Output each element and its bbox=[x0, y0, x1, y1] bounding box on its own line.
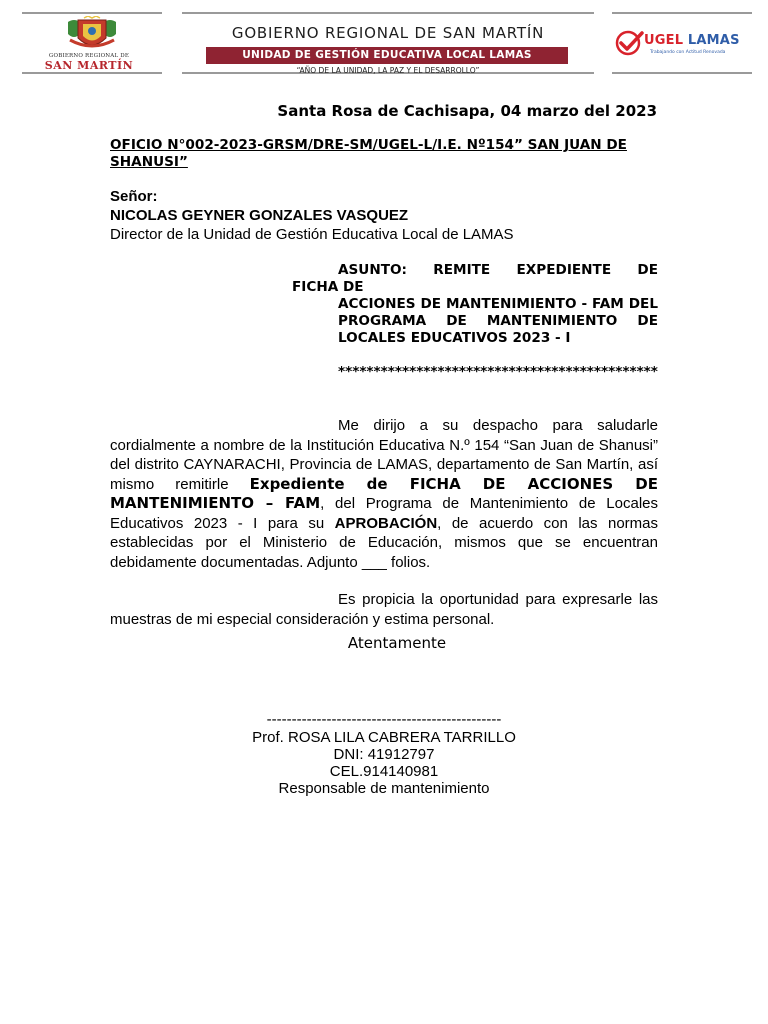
body-paragraph-2 bbox=[110, 590, 658, 629]
regional-logo bbox=[22, 12, 162, 74]
ugel-banner: UNIDAD DE GESTIÓN EDUCATIVA LOCAL LAMAS bbox=[206, 47, 568, 64]
subject-line-2: FICHA DE bbox=[292, 279, 364, 295]
ugel-logo-word: UGEL bbox=[644, 33, 688, 48]
recipient-title: Director de la Unidad de Gestión Educativa Local de LAMAS bbox=[110, 226, 514, 243]
closing: Atentamente bbox=[347, 634, 447, 652]
checkmark-icon bbox=[614, 28, 646, 58]
signer-name: Prof. ROSA LILA CABRERA TARRILLO bbox=[252, 729, 516, 746]
regional-crest-icon bbox=[54, 16, 130, 54]
ugel-logo-name bbox=[644, 33, 740, 48]
subject-line-3: ACCIONES DE MANTENIMIENTO - FAM DEL PROGRAMA DE MANTENIMIENTO DE LOCALES EDUCATIVOS 2023 - I bbox=[338, 296, 658, 346]
body-bold-aprobacion: APROBACIÓN bbox=[334, 514, 438, 532]
letter-date: Santa Rosa de Cachisapa, 04 marzo del 2023 bbox=[277, 102, 657, 120]
lamas-logo-word: LAMAS bbox=[687, 33, 740, 48]
subject-line-1: ASUNTO: REMITE EXPEDIENTE DE bbox=[338, 262, 658, 278]
body-text-2: , del Programa de Mantenimiento de Locales Educativos 2023 - I para su bbox=[110, 495, 658, 532]
body-closing-text: Es propicia la oportunidad para expresarle las muestras de mi especial consideración y estima personal. bbox=[110, 591, 658, 628]
signer-dni: DNI: 41912797 bbox=[333, 746, 435, 763]
logo-region-name: SAN MARTÍN bbox=[44, 59, 134, 72]
body-text-3: , de acuerdo con las normas establecidas por el Ministerio de Educación, mismos que se encuentran debidamente documentadas. Adjunto ___ folios. bbox=[110, 514, 658, 571]
logo-small-caption: GOBIERNO REGIONAL DE bbox=[48, 53, 130, 59]
year-slogan: “AÑO DE LA UNIDAD, LA PAZ Y EL DESARROLLO” bbox=[296, 66, 480, 75]
recipient-name: NICOLAS GEYNER GONZALES VASQUEZ bbox=[110, 207, 409, 224]
subject-separator: ********************************************* bbox=[338, 364, 658, 380]
ugel-tagline: Trabajando con Actitud Renovada bbox=[650, 50, 726, 55]
salutation: Señor: bbox=[110, 188, 158, 205]
oficio-number: OFICIO N°002-2023-GRSM/DRE-SM/UGEL-L/I.E. Nº154” SAN JUAN DE SHANUSI” bbox=[110, 137, 627, 170]
body-text-1: Me dirijo a su despacho para saludarle cordialmente a nombre de la Institución Educativa N.º 154 “San Juan de Shanusi” del distrito CAYNARACHI, Provincia de LAMAS, departamento de San Martín, así mismo remitirle bbox=[110, 417, 658, 493]
signer-role: Responsable de mantenimiento bbox=[278, 780, 490, 797]
body-bold-expediente: Expediente de FICHA DE ACCIONES DE MANTENIMIENTO – FAM bbox=[110, 474, 659, 512]
institution-header bbox=[182, 12, 594, 74]
signature-line: ----------------------------------------------- bbox=[266, 711, 502, 728]
government-title: GOBIERNO REGIONAL DE SAN MARTÍN bbox=[231, 24, 545, 42]
body-paragraph-1 bbox=[110, 416, 658, 572]
signer-phone: CEL.914140981 bbox=[329, 763, 439, 780]
ugel-logo bbox=[612, 12, 752, 74]
